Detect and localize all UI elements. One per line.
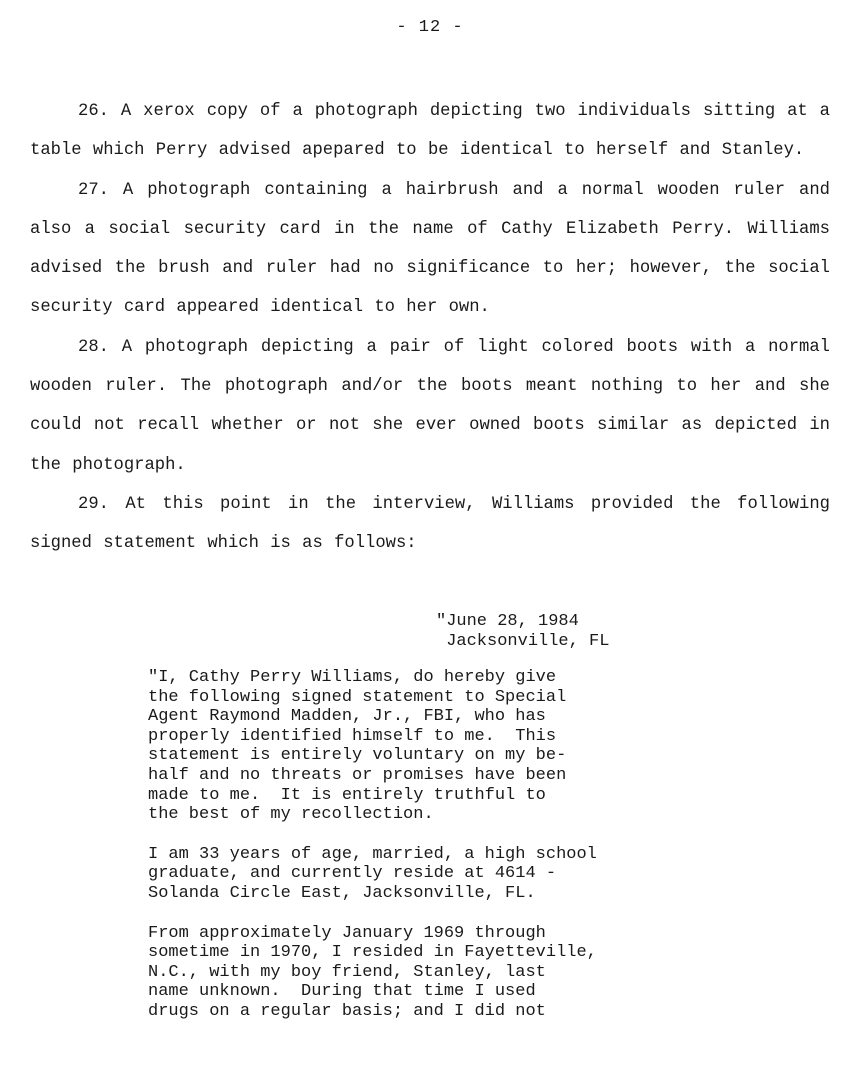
statement-paragraph-1: "I, Cathy Perry Williams, do hereby give the following signed statement to Special Agent Raymond Madden, Jr., FBI, who has properly identified himself to me. This statement is entirely voluntary on my be- half and no threats or promises have been made to me. It is entirely truthful to the best of my recollection. [148, 668, 567, 825]
item-28: 28. A photograph depicting a pair of light colored boots with a normal wooden ruler. The photograph and/or the boots meant nothing to her and she could not recall whether or not she ever owned boots similar as depicted in the photograph. [30, 337, 830, 475]
statement-paragraph-3: From approximately January 1969 through sometime in 1970, I resided in Fayetteville, N.C., with my boy friend, Stanley, last name unknown. During that time I used drugs on a regular basis; and I did not [148, 923, 597, 1021]
numbered-items [30, 92, 830, 564]
item-29: 29. At this point in the interview, Williams provided the following signed statement which is as follows: [30, 494, 830, 554]
item-26: 26. A xerox copy of a photograph depicting two individuals sitting at a table which Perry advised apepared to be identical to herself and Stanley. [30, 102, 830, 161]
signed-statement [148, 668, 688, 1042]
page-number: - 12 - [396, 18, 464, 37]
statement-date-location: "June 28, 1984 Jacksonville, FL [436, 612, 610, 651]
statement-paragraph-2: I am 33 years of age, married, a high school graduate, and currently reside at 4614 - Solanda Circle East, Jacksonville, FL. [148, 844, 597, 903]
item-27: 27. A photograph containing a hairbrush and a normal wooden ruler and also a social security card in the name of Cathy Elizabeth Perry. Williams advised the brush and ruler had no significance to her; however, the social security card appeared identical to her own. [30, 180, 830, 318]
